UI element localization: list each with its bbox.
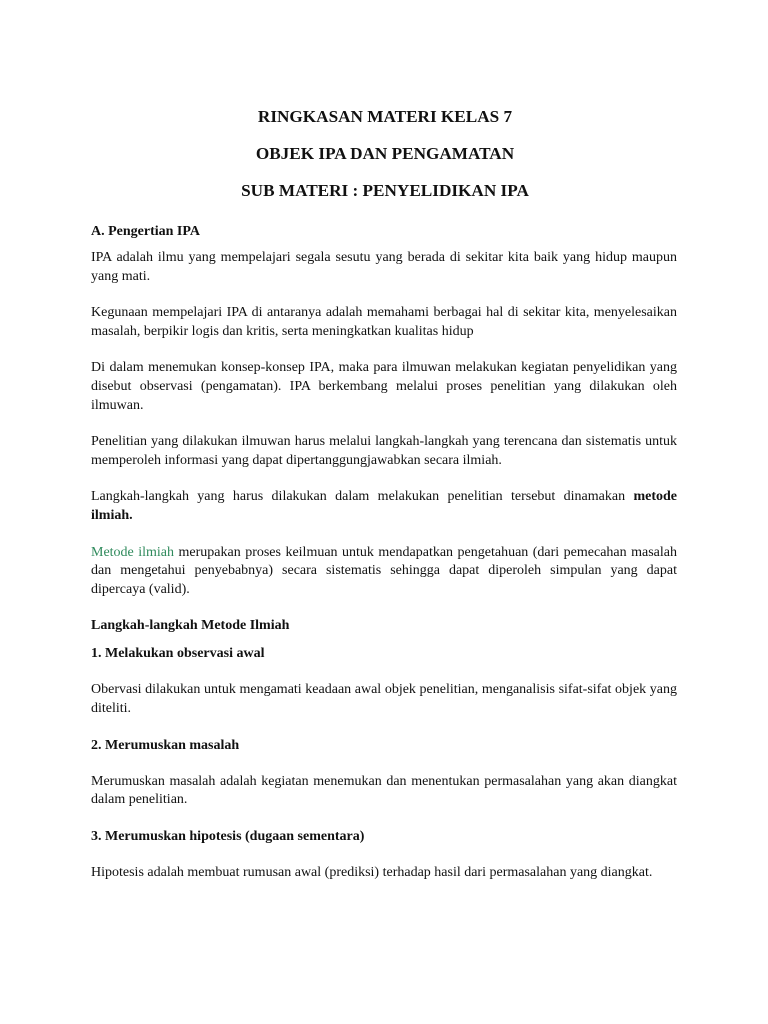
paragraph-method-definition [91, 544, 677, 600]
paragraph-definition: IPA adalah ilmu yang mempelajari segala sesutu yang berada di sekitar kita baik yang hidup maupun yang mati. [91, 250, 677, 284]
title-block [93, 106, 677, 201]
method-intro-term: metode ilmiah. [91, 489, 677, 523]
document-topic: OBJEK IPA DAN PENGAMATAN [255, 144, 515, 163]
method-definition-text: merupakan proses keilmuan untuk mendapatkan pengetahuan (dari pemecahan masalah dan mengetahui penyebabnya) secara sistematis sehingga dapat diperoleh simpulan yang dapat dipercaya (valid). [91, 544, 677, 597]
document-page [91, 106, 677, 882]
paragraph-benefits: Kegunaan mempelajari IPA di antaranya adalah memahami berbagai hal di sekitar kita, menyelesaikan masalah, berpikir logis dan kritis, serta meningkatkan kualitas hidup [91, 305, 677, 339]
step-title: 3. Merumuskan hipotesis (dugaan sementara) [91, 828, 365, 844]
section-heading-pengertian: A. Pengertian IPA [91, 224, 200, 239]
paragraph-research: Penelitian yang dilakukan ilmuwan harus melalui langkah-langkah yang terencana dan sistematis untuk memperoleh informasi yang dapat dipertanggungjawabkan secara ilmiah. [91, 434, 677, 468]
document-subtopic: SUB MATERI : PENYELIDIKAN IPA [241, 181, 529, 200]
steps-heading: Langkah-langkah Metode Ilmiah [91, 618, 290, 634]
paragraph-observation: Di dalam menemukan konsep-konsep IPA, maka para ilmuwan melakukan kegiatan penyelidikan yang disebut observasi (pengamatan). IPA berkembang melalui proses penelitian yang dilakukan oleh ilmuwan. [91, 360, 677, 413]
step-item [91, 645, 677, 718]
step-body: Merumuskan masalah adalah kegiatan menemukan dan menentukan permasalahan yang akan diangkat dalam penelitian. [91, 773, 677, 808]
method-intro-text: Langkah-langkah yang harus dilakukan dalam melakukan penelitian tersebut dinamakan [91, 489, 634, 505]
method-term-highlight: Metode ilmiah [91, 544, 175, 560]
step-title: 1. Melakukan observasi awal [91, 646, 265, 662]
paragraph-method-intro [91, 488, 677, 525]
document-title: RINGKASAN MATERI KELAS 7 [257, 107, 513, 126]
step-item [91, 828, 677, 883]
step-body: Obervasi dilakukan untuk mengamati keadaan awal objek penelitian, menganalisis sifat-sifat objek yang diteliti. [91, 682, 677, 716]
step-title: 2. Merumuskan masalah [91, 737, 240, 753]
step-item [91, 737, 677, 810]
step-body: Hipotesis adalah membuat rumusan awal (prediksi) terhadap hasil dari permasalahan yang diangkat. [91, 864, 653, 880]
